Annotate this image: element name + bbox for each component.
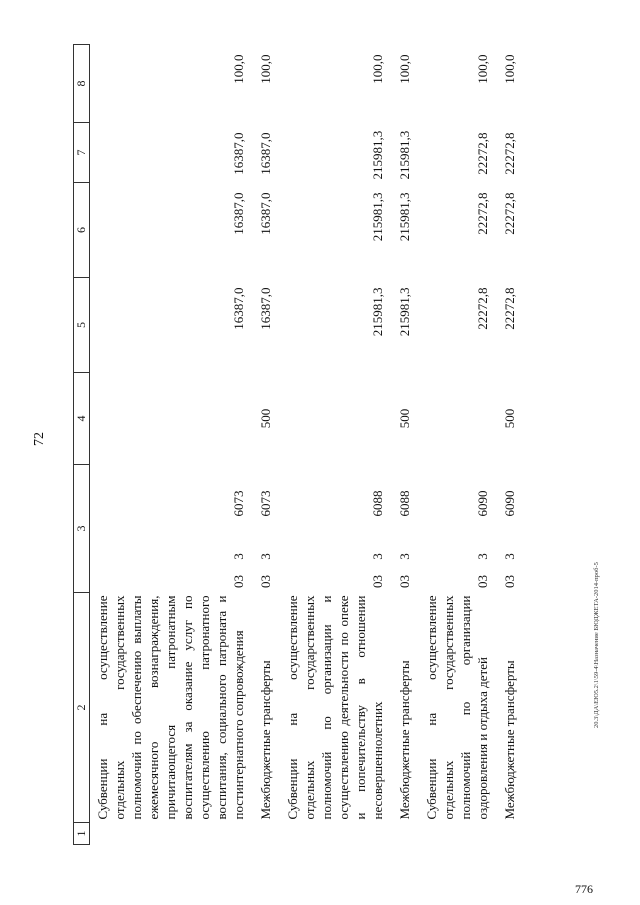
row-section-code: 03 — [502, 575, 517, 588]
row-execution-percent: 100,0 — [397, 54, 412, 84]
row-planned-amount: 215981,3 — [370, 287, 385, 337]
row-section-code: 03 — [370, 575, 385, 588]
row-refined-amount: 16387,0 — [231, 192, 246, 235]
row-refined-amount: 215981,3 — [397, 192, 412, 242]
column-header: 2 — [74, 593, 90, 823]
cell-empty — [497, 823, 524, 845]
row-execution-percent: 100,0 — [502, 54, 517, 84]
budget-table-sheet — [73, 45, 517, 845]
row-refined-amount: 22272,8 — [475, 192, 490, 235]
table-row — [497, 44, 524, 844]
column-header: 5 — [74, 277, 90, 372]
column-header: 7 — [74, 122, 90, 182]
sheet-number: 776 — [575, 882, 593, 896]
cell-empty — [392, 823, 419, 845]
row-expense-type — [280, 372, 392, 464]
row-description: Субвенции на осуществление отдельных государственных полномочий по организации и осуществлению деятельности по опеке и попечительству в отношении несовершеннолетних — [285, 595, 385, 820]
column-number-row — [74, 44, 90, 844]
row-section-code: 03 — [475, 575, 490, 588]
row-refined-amount: 215981,3 — [370, 192, 385, 242]
row-target-code: 6073 — [231, 490, 246, 517]
row-execution-percent: 100,0 — [475, 54, 490, 84]
row-expense-type: 500 — [502, 408, 517, 429]
row-planned-amount: 16387,0 — [258, 287, 273, 330]
table-row — [90, 44, 254, 844]
row-subsection-code: 3 — [475, 553, 490, 560]
row-executed-amount: 16387,0 — [231, 132, 246, 175]
row-description: Субвенции на осуществление отдельных государственных полномочий по организации оздоровления и отдыха детей — [424, 595, 490, 820]
row-planned-amount: 22272,8 — [502, 287, 517, 330]
table-row — [253, 44, 280, 844]
row-planned-amount: 16387,0 — [231, 287, 246, 330]
row-refined-amount: 22272,8 — [502, 192, 517, 235]
table-row — [392, 44, 419, 844]
row-target-code: 6073 — [258, 490, 273, 517]
row-executed-amount: 215981,3 — [397, 130, 412, 180]
row-target-code: 6090 — [475, 490, 490, 517]
column-header: 8 — [74, 44, 90, 122]
table-row — [419, 44, 497, 844]
table-row — [280, 44, 392, 844]
row-planned-amount: 215981,3 — [397, 287, 412, 337]
row-planned-amount: 22272,8 — [475, 287, 490, 330]
page-number: 72 — [32, 432, 47, 446]
budget-table — [73, 44, 524, 845]
row-section-code: 03 — [397, 575, 412, 588]
row-refined-amount: 16387,0 — [258, 192, 273, 235]
row-target-code: 6088 — [370, 490, 385, 517]
row-description: Межбюджетные трансферты — [397, 660, 412, 820]
cell-empty — [253, 823, 280, 845]
row-description: Межбюджетные трансферты — [258, 660, 273, 820]
column-header: 1 — [74, 823, 90, 845]
column-header: 4 — [74, 372, 90, 464]
row-subsection-code: 3 — [258, 553, 273, 560]
row-expense-type — [90, 372, 254, 464]
row-execution-percent: 100,0 — [258, 54, 273, 84]
row-execution-percent: 100,0 — [370, 54, 385, 84]
row-executed-amount: 22272,8 — [502, 132, 517, 175]
row-description: Субвенции на осуществление отдельных государственных полномочий по обеспечению выплаты ежемесячного вознаграждения, причитающегося патронатным воспитателям за оказание услуг по осуществлению патронатного воспитания, социального патроната и постинтернатного сопровождения — [95, 595, 246, 820]
row-execution-percent: 100,0 — [231, 54, 246, 84]
row-executed-amount: 16387,0 — [258, 132, 273, 175]
row-subsection-code: 3 — [231, 553, 246, 560]
row-executed-amount: 215981,3 — [370, 130, 385, 180]
row-section-code: 03 — [231, 575, 246, 588]
row-executed-amount: 22272,8 — [475, 132, 490, 175]
row-expense-type: 500 — [397, 408, 412, 429]
cell-empty — [90, 823, 254, 845]
row-subsection-code: 3 — [370, 553, 385, 560]
document-footer-code: 20.3\ДА\ЕЮ5.2\1\59-4\Назначение БЮДЖЕТА-2014-проб-5 — [593, 562, 600, 728]
row-expense-type — [419, 372, 497, 464]
row-subsection-code: 3 — [397, 553, 412, 560]
row-description: Межбюджетные трансферты — [502, 660, 517, 820]
row-section-code: 03 — [258, 575, 273, 588]
row-expense-type: 500 — [258, 408, 273, 429]
cell-empty — [280, 823, 392, 845]
row-target-code: 6088 — [397, 490, 412, 517]
cell-empty — [419, 823, 497, 845]
row-subsection-code: 3 — [502, 553, 517, 560]
column-header: 6 — [74, 182, 90, 277]
column-header: 3 — [74, 464, 90, 592]
row-target-code: 6090 — [502, 490, 517, 517]
